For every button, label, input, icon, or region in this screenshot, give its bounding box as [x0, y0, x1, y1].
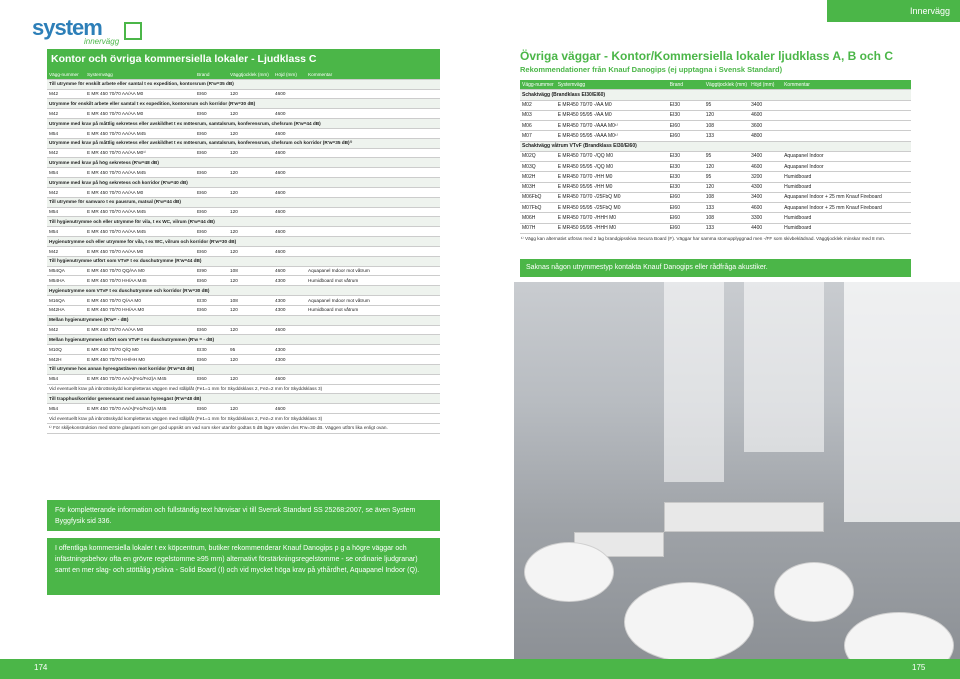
table-cell: M54: [47, 227, 85, 237]
table-cell: M03: [520, 110, 556, 120]
table-cell: 108: [228, 296, 273, 306]
table-cell: M42: [47, 187, 85, 197]
table-cell: Humidboard: [782, 172, 911, 182]
table-row: [47, 296, 440, 306]
table-cell: [782, 131, 911, 141]
table-cell: 4600: [273, 187, 306, 197]
table-cell: EI60: [195, 227, 228, 237]
section-heading: Schaktvägg våtrum VTvF (Brandklass EI30/EI60): [520, 141, 911, 151]
table-cell: E MR 450 70/70 QQ/AA M0: [85, 266, 195, 276]
section-heading: Utrymme för enskilt arbete eller samtal t ex expedition, kontorsrum och korridor (R'w=30 dB): [47, 99, 440, 109]
table-cell: 4600: [273, 89, 306, 99]
section-heading: Utrymme med krav på måttlig sekretess eller avskildhet t ex mötesrum, samtalsrum, konferensrum, chefsrum (R'w=44 dB): [47, 119, 440, 129]
section-heading: Mellan hygienutrymmen utfört som VTvF t ex duschutrymmen (R'w = - dB): [47, 335, 440, 345]
section-row: [47, 197, 440, 207]
table-row: [47, 266, 440, 276]
table-cell: EI60: [195, 404, 228, 414]
table-cell: 3400: [749, 192, 782, 202]
table-cell: 120: [228, 325, 273, 335]
section-heading: Utrymme med krav på måttlig sekretess eller avskildhet t ex mötesrum, samtalsrum, konferensrum, chefsrum och korridor (R'w=35 dB)¹⁾: [47, 138, 440, 148]
table-row: [47, 89, 440, 99]
table-cell: 133: [704, 223, 749, 233]
table-row: [47, 404, 440, 414]
table-cell: 120: [228, 128, 273, 138]
table-cell: 4300: [273, 355, 306, 365]
page-number-right: 175: [912, 663, 926, 672]
table-cell: EI60: [195, 246, 228, 256]
table-cell: 108: [228, 266, 273, 276]
system-logo: [30, 13, 130, 45]
table-cell: E MR 450 70/70 AA/AA M45: [85, 168, 195, 178]
table-cell: M54: [47, 404, 85, 414]
section-heading: Mellan hygienutrymmen (R'w= - dB): [47, 315, 440, 325]
table-cell: M06FbQ: [520, 192, 556, 202]
table-row: [520, 100, 911, 110]
table-cell: 4300: [273, 296, 306, 306]
table-cell: [306, 227, 440, 237]
section-row: [47, 364, 440, 374]
table-cell: E MR450 70/70 -/AAA M0¹⁾: [556, 121, 668, 131]
table-cell: 120: [228, 227, 273, 237]
table-cell: EI60: [668, 121, 704, 131]
table-cell: EI60: [668, 203, 704, 213]
section-row: [47, 99, 440, 109]
table-cell: [306, 109, 440, 119]
table-cell: EI30: [668, 182, 704, 192]
table-cell: E MR 450 70/70 AA/AA M45: [85, 207, 195, 217]
table-cell: E MR450 70/70 -/AA M0: [556, 100, 668, 110]
section-row: [520, 90, 911, 100]
table-cell: E MR450 95/95 -/AA M0: [556, 110, 668, 120]
table-row: [520, 223, 911, 233]
table-cell: Humidboard mot våtrum: [306, 276, 440, 286]
table-cell: EI60: [195, 109, 228, 119]
table-cell: Aquapanel Indoor + 25 mm Knauf Fireboard: [782, 203, 911, 213]
table-cell: E MR450 95/95 -/HHH M0: [556, 223, 668, 233]
table-cell: EI60: [195, 276, 228, 286]
table-row: [47, 276, 440, 286]
table-cell: 133: [704, 131, 749, 141]
table-cell: EI60: [195, 207, 228, 217]
table-cell: Aquapanel Indoor mot våtrum: [306, 296, 440, 306]
table-cell: 120: [228, 109, 273, 119]
section-heading: Till trapphus/korridor gemensamt med annan hyresgäst (R'w=48 dB): [47, 394, 440, 404]
table-cell: 120: [228, 89, 273, 99]
table-cell: M54: [47, 168, 85, 178]
recommendation-text: I offentliga kommersiella lokaler t ex köpcentrum, butiker rekommenderar Knauf Danogips p g a högre väggar och infästningsbehov ofta en grövre regelstomme ≥95 mm) alternativt förstärkningsregelstomme - se ordinarie ljudgranar) samt en mer slag- och stöttålig ytskiva - Solid Board (I) och vid mycket höga krav på ythårdhet, Aquapanel Indoor (Q).: [55, 545, 420, 575]
table-row: [520, 110, 911, 120]
table-cell: 120: [228, 305, 273, 315]
table-cell: EI30: [668, 151, 704, 161]
table-cell: 120: [704, 162, 749, 172]
table-cell: E MR 450 70/70 AA/AA M0: [85, 246, 195, 256]
table-cell: M42HA: [47, 305, 85, 315]
table-cell: M54: [47, 128, 85, 138]
table-cell: EI60: [668, 223, 704, 233]
section-heading: Till utrymme för samvaro t ex pausrum, matsal (R'w=44 dB): [47, 197, 440, 207]
table-cell: EI30: [668, 172, 704, 182]
section-heading: Till utrymme hos annan hyresgäst/även mot korridor (R'w=48 dB): [47, 364, 440, 374]
table-cell: 4600: [749, 162, 782, 172]
table-cell: [306, 89, 440, 99]
table-cell: 4600: [749, 203, 782, 213]
table-cell: 4300: [749, 182, 782, 192]
table-cell: EI30: [195, 296, 228, 306]
table-cell: EI60: [195, 148, 228, 158]
table-cell: EI30: [195, 345, 228, 355]
table-cell: [306, 325, 440, 335]
left-table: [47, 70, 440, 434]
table-cell: E MR450 70/70 -/HHH M0: [556, 213, 668, 223]
table-cell: 4400: [749, 223, 782, 233]
section-row: [47, 79, 440, 89]
table-cell: 4300: [273, 305, 306, 315]
table-cell: Humidboard: [782, 223, 911, 233]
table-cell: EI60: [195, 305, 228, 315]
section-row: [47, 237, 440, 247]
table-cell: 120: [228, 276, 273, 286]
column-header: Brand: [668, 80, 704, 90]
table-cell: 4600: [273, 404, 306, 414]
table-cell: [306, 128, 440, 138]
table-cell: E MR 450 70/70 HH/AA M45: [85, 276, 195, 286]
table-cell: E MR 450 70/70 HH/HH M0: [85, 355, 195, 365]
table-cell: [306, 246, 440, 256]
table-row: [47, 207, 440, 217]
section-heading: Till utrymme för enskilt arbete eller samtal t ex expedition, kontorsrum (R'w=35 dB): [47, 79, 440, 89]
page-number-left: 174: [34, 663, 48, 672]
table-cell: [306, 207, 440, 217]
table-cell: E MR 450 70/70 Q/Q M0: [85, 345, 195, 355]
table-cell: E MR450 95/95 -/HH M0: [556, 182, 668, 192]
table-cell: M03H: [520, 182, 556, 192]
table-cell: 3400: [749, 100, 782, 110]
table-cell: Humidboard mot våtrum: [306, 305, 440, 315]
table-cell: M02Q: [520, 151, 556, 161]
table-row: [520, 162, 911, 172]
table-cell: M03Q: [520, 162, 556, 172]
table-cell: 120: [704, 110, 749, 120]
table-cell: 3300: [749, 213, 782, 223]
table-cell: E MR 450 70/70 AA/AA M0: [85, 109, 195, 119]
table-cell: 120: [704, 182, 749, 192]
table-cell: E MR450 70/70 -/QQ M0: [556, 151, 668, 161]
table-cell: M02H: [520, 172, 556, 182]
table-cell: 4600: [273, 128, 306, 138]
table-row: [520, 151, 911, 161]
table-cell: 4300: [273, 345, 306, 355]
column-header: Höjd (mm): [273, 70, 306, 79]
table-cell: 120: [228, 207, 273, 217]
section-row: [520, 141, 911, 151]
table-cell: E MR 450 70/70 Q/AA M0: [85, 296, 195, 306]
table-cell: M02: [520, 100, 556, 110]
table-row: [47, 109, 440, 119]
section-row: [47, 315, 440, 325]
section-heading: Till hygienutrymme utfört som VTvF t ex duschutrymme (R'w=44 dB): [47, 256, 440, 266]
right-panel: [520, 49, 911, 244]
table-cell: [306, 187, 440, 197]
table-cell: 95: [704, 151, 749, 161]
logo-text: system: [32, 15, 102, 40]
table-cell: EI60: [195, 89, 228, 99]
table-cell: 108: [704, 121, 749, 131]
table-cell: M42: [47, 89, 85, 99]
table-cell: E MR450 95/95 -/25FbQ M0: [556, 203, 668, 213]
table-row: [47, 374, 440, 384]
table-cell: EI60: [195, 128, 228, 138]
section-heading: Utrymme med krav på hög sekretess (R'w=48 dB): [47, 158, 440, 168]
table-cell: Humidboard: [782, 213, 911, 223]
section-row: [47, 138, 440, 148]
table-cell: M06: [520, 121, 556, 131]
table-cell: M06H: [520, 213, 556, 223]
table-cell: M54: [47, 374, 85, 384]
table-cell: 3400: [749, 151, 782, 161]
table-cell: M07: [520, 131, 556, 141]
column-header: Kommentar: [782, 80, 911, 90]
table-cell: E MR 450 70/70 AA/AA M0¹⁾: [85, 148, 195, 158]
section-row: [47, 394, 440, 404]
section-row: [47, 217, 440, 227]
table-row: [520, 182, 911, 192]
table-cell: Aquapanel Indoor: [782, 162, 911, 172]
table-cell: 4600: [273, 148, 306, 158]
info-text: För kompletterande information och fullständig text hänvisar vi till Svensk Standard SS 25268:2007, se även System Byggfysik sid 336.: [55, 507, 416, 526]
footer-bar: [0, 659, 960, 679]
table-cell: 120: [228, 355, 273, 365]
section-heading: Till hygienutrymme och eller utrymme för vila, t ex WC, vilrum (R'w=44 dB): [47, 217, 440, 227]
column-header: Vägg-nummer: [520, 80, 556, 90]
table-cell: E MR 450 70/70 HH/AA M0: [85, 305, 195, 315]
table-row: [520, 121, 911, 131]
note-text: Vid eventuellt krav på inbrottsskydd kompletteras väggen med stålplåt (Fe1=1 mm för Skyddsklass 2, Fe2=2 mm för Skyddsklass 3): [47, 413, 440, 423]
table-cell: E MR 450 70/70 AA/A(Fe1/Fe2)A M45: [85, 404, 195, 414]
table-cell: 4600: [273, 168, 306, 178]
table-cell: [306, 355, 440, 365]
table-cell: EI30: [668, 100, 704, 110]
note-text: Vid eventuellt krav på inbrottsskydd kompletteras väggen med stålplåt (Fe1=1 mm för Skyddsklass 2, Fe2=2 mm för Skyddsklass 3): [47, 384, 440, 394]
table-cell: EI60: [668, 213, 704, 223]
table-cell: E MR 450 70/70 AA/AA M0: [85, 187, 195, 197]
section-heading: Schaktvägg (Brandklass EI30/EI60): [520, 90, 911, 100]
table-row: [47, 168, 440, 178]
table-cell: EI60: [195, 168, 228, 178]
table-cell: Aquapanel Indoor + 25 mm Knauf Fireboard: [782, 192, 911, 202]
left-banner-info: [47, 500, 440, 531]
table-cell: [306, 404, 440, 414]
column-header: Väggtjocklek (mm): [228, 70, 273, 79]
table-row: [520, 203, 911, 213]
table-cell: M42: [47, 148, 85, 158]
column-header: Väggtjocklek (mm): [704, 80, 749, 90]
section-heading: Hygienutrymme som VTvF t ex duschutrymme och korridor (R'w=30 dB): [47, 286, 440, 296]
right-table: [520, 80, 911, 234]
table-cell: M07H: [520, 223, 556, 233]
table-row: [47, 355, 440, 365]
table-cell: EI60: [195, 374, 228, 384]
table-cell: 3200: [749, 172, 782, 182]
table-cell: [782, 100, 911, 110]
section-heading: Hygienutrymme och eller utrymme för vila, t ex WC, vilrum och korridor (R'w=30 dB): [47, 237, 440, 247]
section-row: [47, 256, 440, 266]
table-row: [520, 213, 911, 223]
table-row: [47, 345, 440, 355]
table-cell: 95: [704, 172, 749, 182]
table-row: [47, 128, 440, 138]
table-cell: M54: [47, 207, 85, 217]
table-cell: 4600: [273, 325, 306, 335]
section-row: [47, 178, 440, 188]
column-header: Kommentar: [306, 70, 440, 79]
right-title: Övriga väggar - Kontor/Kommersiella lokaler ljudklass A, B och C: [520, 49, 893, 63]
right-footnote: ¹⁾ Vägg kan alternativt utföras med 2 lag brandgipsskiva Secura Board (F). Väggar har samma stomupplyggnad men -/FF som skivbeklädnad. Väggtjocklek minskar med 8 mm.: [521, 235, 886, 241]
table-cell: 4600: [273, 207, 306, 217]
table-cell: E MR 450 70/70 AA/A(Fe1/Fe2)A M45: [85, 374, 195, 384]
table-cell: 4800: [749, 131, 782, 141]
table-cell: 95: [704, 100, 749, 110]
note-row: [47, 384, 440, 394]
table-cell: EI60: [668, 131, 704, 141]
table-cell: E MR 450 70/70 AA/AA M45: [85, 128, 195, 138]
table-cell: EI60: [195, 355, 228, 365]
table-row: [47, 187, 440, 197]
table-cell: M54QA: [47, 266, 85, 276]
table-cell: M54HA: [47, 276, 85, 286]
table-cell: 120: [228, 404, 273, 414]
right-subtitle: Rekommendationer från Knauf Danogips (ej upptagna i Svensk Standard): [520, 65, 783, 74]
section-row: [47, 335, 440, 345]
column-header: Systemvägg: [85, 70, 195, 79]
table-cell: EI30: [668, 162, 704, 172]
left-panel: [47, 49, 440, 434]
table-row: [520, 131, 911, 141]
table-cell: 108: [704, 192, 749, 202]
table-cell: 4300: [273, 276, 306, 286]
section-row: [47, 158, 440, 168]
office-photo: [514, 282, 960, 679]
table-cell: E MR 450 70/70 AA/AA M0: [85, 89, 195, 99]
table-cell: E MR450 95/95 -/QQ M0: [556, 162, 668, 172]
table-row: [520, 192, 911, 202]
table-cell: [306, 168, 440, 178]
table-row: [47, 148, 440, 158]
table-cell: EI60: [195, 325, 228, 335]
table-cell: M42: [47, 246, 85, 256]
section-row: [47, 286, 440, 296]
table-cell: 108: [704, 213, 749, 223]
note-text: ¹⁾ För skiljekonstruktion med större glasparti som ger god uppsikt om vad som sker utanför godtas 5 dB lägre värden dvs R'w=30 dB. Väggen utförs lika enligt ovan.: [47, 423, 440, 433]
note-row: [47, 423, 440, 433]
logo-subtext: innervägg: [84, 37, 120, 46]
note-row: [47, 413, 440, 423]
table-cell: M07FbQ: [520, 203, 556, 213]
table-cell: 120: [228, 187, 273, 197]
section-row: [47, 119, 440, 129]
table-cell: E MR450 95/95 -/AAA M0¹⁾: [556, 131, 668, 141]
table-cell: EI90: [195, 266, 228, 276]
table-cell: M16QA: [47, 296, 85, 306]
table-cell: 4600: [273, 227, 306, 237]
table-row: [47, 305, 440, 315]
left-title: Kontor och övriga kommersiella lokaler - Ljudklass C: [47, 49, 440, 70]
table-cell: [306, 345, 440, 355]
table-row: [47, 227, 440, 237]
table-cell: 4600: [273, 374, 306, 384]
table-cell: 4600: [273, 266, 306, 276]
table-cell: E MR 450 70/70 AA/AA M0: [85, 325, 195, 335]
table-cell: 120: [228, 246, 273, 256]
table-cell: EI60: [668, 192, 704, 202]
table-cell: 4600: [749, 110, 782, 120]
table-cell: 120: [228, 148, 273, 158]
table-cell: M42H: [47, 355, 85, 365]
table-cell: Humidboard: [782, 182, 911, 192]
table-cell: 120: [228, 168, 273, 178]
table-row: [47, 325, 440, 335]
table-cell: 3600: [749, 121, 782, 131]
table-cell: 133: [704, 203, 749, 213]
table-row: [47, 246, 440, 256]
column-header: Brand: [195, 70, 228, 79]
table-cell: [782, 121, 911, 131]
right-banner: Saknas någon utrymmestyp kontakta Knauf Danogips eller rådfråga akustiker.: [520, 259, 911, 277]
table-cell: M10Q: [47, 345, 85, 355]
table-cell: 120: [228, 374, 273, 384]
table-row: [520, 172, 911, 182]
table-cell: 4600: [273, 109, 306, 119]
table-cell: EI60: [195, 187, 228, 197]
table-cell: Aquapanel Indoor: [782, 151, 911, 161]
table-cell: [306, 374, 440, 384]
table-cell: E MR450 70/70 -/25FbQ M0: [556, 192, 668, 202]
column-header: Vägg-nummer: [47, 70, 85, 79]
table-cell: EI30: [668, 110, 704, 120]
left-banner-recommendation: [47, 538, 440, 595]
column-header: Höjd (mm): [749, 80, 782, 90]
table-cell: M42: [47, 109, 85, 119]
section-tab: Innervägg: [827, 0, 960, 22]
table-cell: M42: [47, 325, 85, 335]
table-cell: [782, 110, 911, 120]
table-cell: 95: [228, 345, 273, 355]
column-header: Systemvägg: [556, 80, 668, 90]
table-cell: Aquapanel Indoor mot våtrum: [306, 266, 440, 276]
table-cell: E MR450 70/70 -/HH M0: [556, 172, 668, 182]
section-heading: Utrymme med krav på hög sekretess och korridor (R'w=40 dB): [47, 178, 440, 188]
table-cell: 4600: [273, 246, 306, 256]
table-cell: E MR 450 70/70 AA/AA M45: [85, 227, 195, 237]
house-icon: [124, 22, 142, 40]
table-cell: [306, 148, 440, 158]
